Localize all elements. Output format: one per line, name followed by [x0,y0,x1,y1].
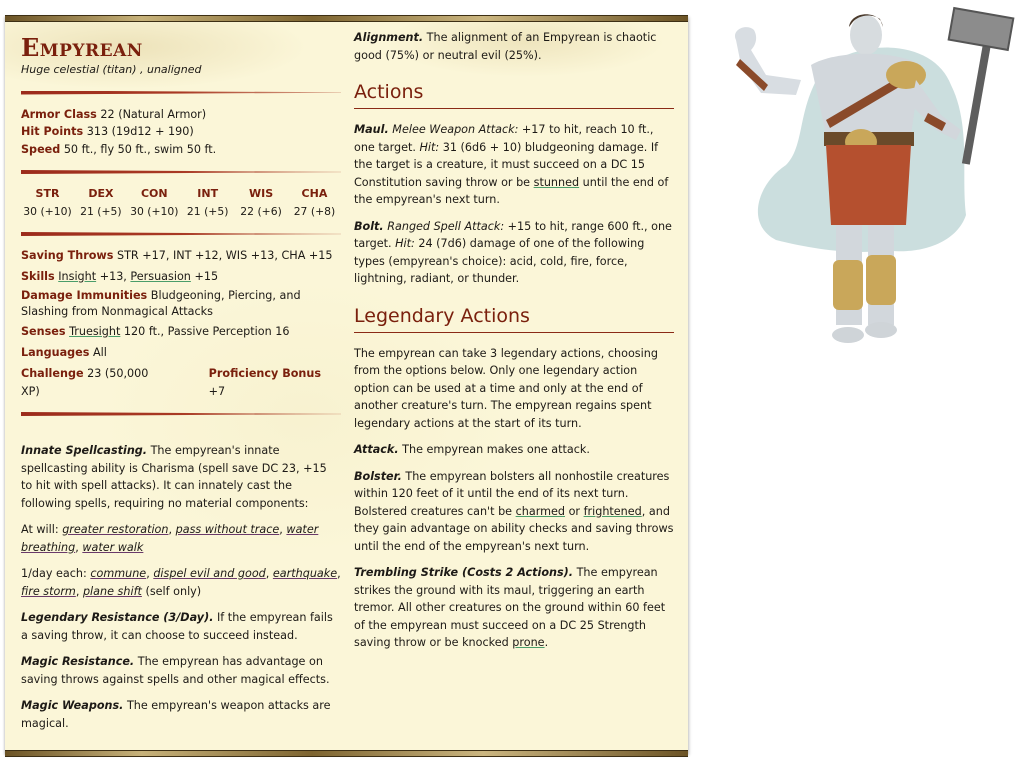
divider [21,412,341,416]
ability-dex: DEX 21 (+5) [80,187,122,218]
languages: Languages All [21,345,107,359]
spell-link[interactable]: fire storm [21,584,76,598]
divider [21,170,341,174]
spell-link[interactable]: dispel evil and good [153,567,266,580]
bottom-border-bar [5,750,688,757]
saving-throws: Saving Throws STR +17, INT +12, WIS +13, CHA +15 [21,249,333,262]
condition-link-stunned[interactable]: stunned [533,175,580,189]
action-bolt: Bolt. Ranged Spell Attack: +15 to hit, range 600 ft., one target. Hit: 24 (7d6) damage of one of the following types (empyrean's choice): acid, cold, fire, force, lightning, radiant, or thunder. [354,219,672,285]
skills: Skills Insight +13, Persuasion +15 [21,269,219,283]
trait-magic-weapons: Magic Weapons. The empyrean's weapon attacks are magical. [21,699,331,730]
spells-daily: 1/day each: commune, dispel evil and good, earthquake, fire storm, plane shift (self only) [21,567,341,598]
left-column [21,29,341,741]
proficiency-bonus: Proficiency Bonus +7 [208,367,322,398]
condition-link-frightened[interactable]: frightened [583,504,642,518]
sense-link-truesight[interactable]: Truesight [69,325,121,338]
action-maul: Maul. Melee Weapon Attack: +17 to hit, reach 10 ft., one target. Hit: 31 (6d6 + 10) bludgeoning damage. If the target is a creature, it must succeed on a DC 15 Constitution saving throw or be stunned until the end of the empyrean's next turn. [354,123,669,206]
ability-wis: WIS 22 (+6) [240,187,282,218]
legendary-intro: The empyrean can take 3 legendary actions, choosing from the options below. Only one legendary action option can be used at a time and only at the end of another creature's turn. The empyrean regains spent legendary actions at the start of its turn. [354,346,658,430]
condition-link-charmed[interactable]: charmed [515,504,566,518]
creature-meta: Huge celestial (titan) , unaligned [21,63,202,76]
right-column [354,29,674,661]
challenge: Challenge 23 (50,000 XP) [21,367,149,398]
spell-link[interactable]: commune [90,567,147,580]
ability-str: STR 30 (+10) [23,187,72,218]
trait-legendary-resistance: Legendary Resistance (3/Day). If the empyrean fails a saving throw, it can choose to succeed instead. [21,611,333,642]
empyrean-illustration [706,5,1022,355]
legendary-bolster: Bolster. The empyrean bolsters all nonhostile creatures within 120 feet of it until the end of its next turn. Bolstered creatures can't be charmed or frightened, and they gain advantage on ability checks and saving throws until the end of the empyrean's next turn. [354,469,674,553]
spell-link[interactable]: plane shift [82,584,142,598]
senses: Senses Truesight 120 ft., Passive Perception 16 [21,325,290,338]
hit-points: Hit Points 313 (19d12 + 190) [21,125,194,138]
trait-alignment: Alignment. The alignment of an Empyrean is chaotic good (75%) or neutral evil (25%). [354,31,657,62]
legendary-actions-heading: Legendary Actions [354,304,674,333]
challenge-row [21,365,341,400]
damage-immunities: Damage Immunities Bludgeoning, Piercing, and Slashing from Nonmagical Attacks [21,289,301,318]
condition-link-prone[interactable]: prone [512,636,545,649]
ability-scores [21,185,341,220]
actions-heading: Actions [354,80,674,109]
legendary-trembling-strike: Trembling Strike (Costs 2 Actions). The empyrean strikes the ground with its maul, triggering an earth tremor. All other creatures on the ground within 60 feet of the empyrean must succeed on a DC 25 Strength saving throw or be knocked prone. [354,566,666,649]
divider [21,232,341,236]
divider [21,91,341,95]
spells-at-will: At will: greater restoration, pass without trace, water breathing, water walk [21,523,319,554]
ability-cha: CHA 27 (+8) [293,187,336,218]
spell-link[interactable]: greater restoration [62,523,169,536]
spell-link[interactable]: water walk [82,540,144,554]
spell-link[interactable]: earthquake [272,567,338,580]
spell-link[interactable]: water breathing [21,523,319,554]
ability-con: CON 30 (+10) [130,187,179,218]
trait-magic-resistance: Magic Resistance. The empyrean has advantage on saving throws against spells and other magical effects. [21,655,330,686]
ability-int: INT 21 (+5) [186,187,229,218]
stat-block [5,17,688,755]
trait-innate-spellcasting: Innate Spellcasting. The empyrean's innate spellcasting ability is Charisma (spell save DC 23, +15 to hit with spell attacks). It can innately cast the following spells, requiring no material components: [21,444,327,510]
armor-class: Armor Class 22 (Natural Armor) [21,107,207,121]
creature-name: Empyrean [21,33,143,62]
spell-link[interactable]: pass without trace [175,523,280,536]
top-border-bar [5,15,688,22]
speed: Speed 50 ft., fly 50 ft., swim 50 ft. [21,142,217,156]
skill-link-insight[interactable]: Insight [58,269,97,283]
legendary-attack: Attack. The empyrean makes one attack. [354,443,590,456]
skill-link-persuasion[interactable]: Persuasion [130,269,191,283]
